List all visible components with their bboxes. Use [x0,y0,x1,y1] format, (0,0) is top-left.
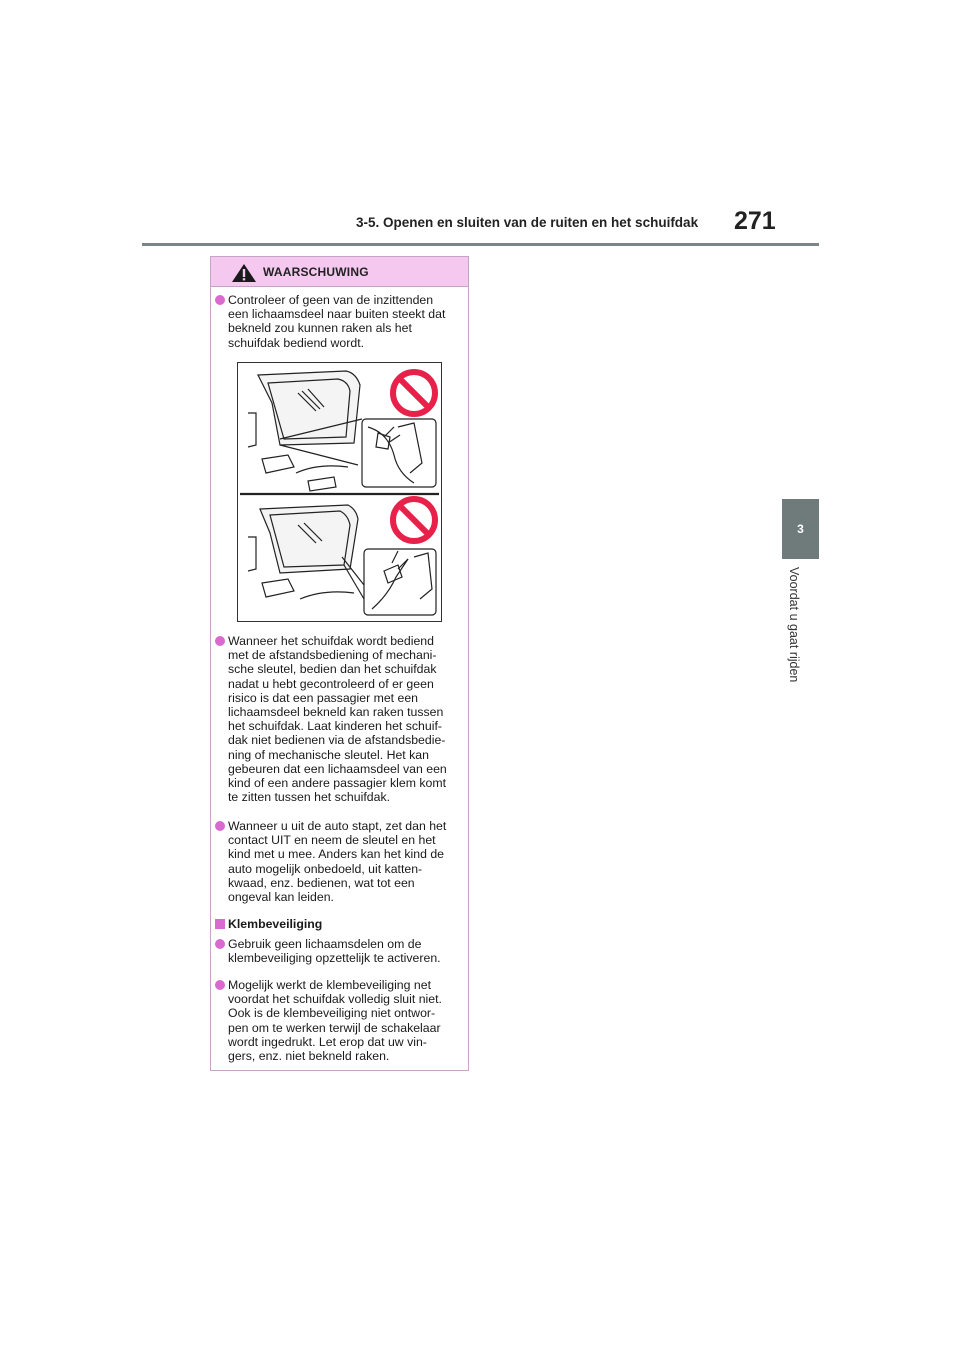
prohibition-icon [393,499,435,541]
warning-title: WAARSCHUWING [263,265,369,279]
warning-header [211,257,468,287]
warning-item-4 [211,937,470,965]
header-rule [142,243,819,246]
warning-item-1 [211,293,470,350]
section-title: 3-5. Openen en sluiten van de ruiten en het schuifdak [356,215,699,230]
warning-item-2 [211,634,470,804]
sunroof-drawing [238,363,441,621]
chapter-tab: 3 [782,499,819,559]
chapter-label: Voordat u gaat rijden [787,567,801,683]
bullet-icon [215,636,225,646]
warning-item-text: Controleer of geen van de inzittenden een lichaamsdeel naar buiten steekt dat bekneld zou kunnen raken als het schuifdak bediend wordt. [228,293,446,350]
page-number: 271 [734,207,776,235]
bullet-icon [215,821,225,831]
bullet-icon [215,295,225,305]
warning-item-text: Wanneer u uit de auto stapt, zet dan het contact UIT en neem de sleutel en het kind met u mee. Anders kan het kind de auto mogelijk onbedoeld, uit katten- kwaad, enz. bedienen, wat tot een ongeval kan leiden. [228,819,447,905]
warning-item-text: Gebruik geen lichaamsdelen om de klembeveiliging opzettelijk te activeren. [228,937,441,966]
warning-item-3 [211,819,470,904]
square-bullet-icon [215,919,225,929]
sunroof-illustration [237,362,442,622]
bullet-icon [215,980,225,990]
warning-item-text: Wanneer het schuifdak wordt bediend met de afstandsbediening of mechani- sche sleutel, bedien dan het schuifdak nadat u hebt gecontroleerd of er geen risico is dat een passagier met een lichaamsdeel bekneld kan raken tussen het schuifdak. Laat kinderen het schuif- dak niet bedienen via de afstandsbedie- ning of mechanische sleutel. Het kan gebeuren dat een lichaamsdeel van een kind of een andere passagier klem komt te zitten tussen het schuifdak. [228,634,447,805]
warning-item-5 [211,978,470,1063]
warning-triangle-icon [231,263,257,283]
warning-subheading [211,917,470,931]
bullet-icon [215,939,225,949]
warning-subheading-text: Klembeveiliging [228,917,323,931]
prohibition-icon [393,372,435,414]
warning-item-text: Mogelijk werkt de klembeveiliging net voordat het schuifdak volledig sluit niet. Ook is de klembeveiliging niet ontwor- pen om te werken terwijl de schakelaar wordt ingedrukt. Let erop dat uw vin- gers, enz. niet bekneld raken. [228,978,442,1064]
